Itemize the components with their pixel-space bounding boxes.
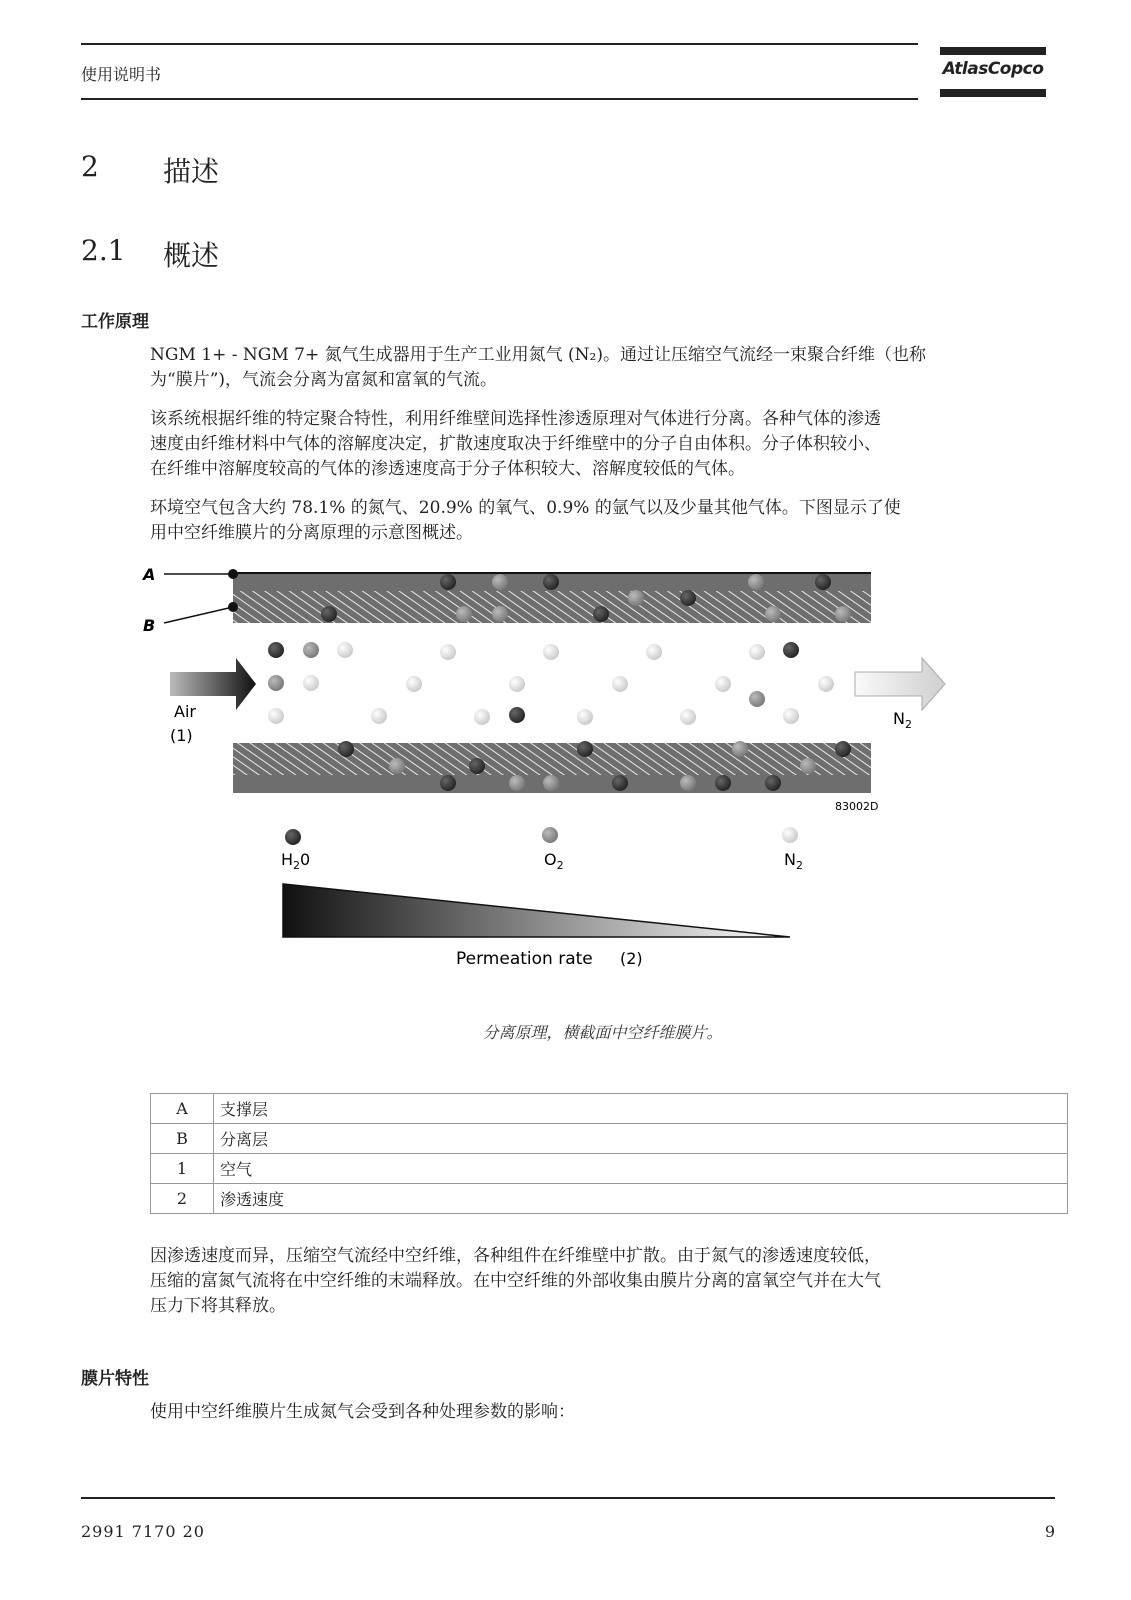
molecule-o2 (732, 741, 748, 757)
molecule-h2o (765, 775, 781, 791)
molecule-o2 (628, 590, 644, 606)
molecule-n2 (509, 676, 525, 692)
molecule-o2 (456, 606, 472, 622)
table-value: 分离层 (214, 1124, 1068, 1154)
molecule-n2 (680, 709, 696, 725)
paragraph-3-line-2: 用中空纤维膜片的分离原理的示意图概述。 (150, 523, 473, 543)
legend-h2o-label: $H_20$ (281, 850, 311, 872)
legend-n2-dot (782, 827, 798, 843)
molecule-h2o (440, 574, 456, 590)
molecule-n2 (337, 642, 353, 658)
molecule-h2o (543, 574, 559, 590)
molecule-h2o (593, 606, 609, 622)
table-key: 2 (151, 1184, 214, 1214)
work-principle-heading: 工作原理 (81, 312, 149, 332)
molecule-o2 (543, 775, 559, 791)
molecule-n2 (612, 676, 628, 692)
label-b: B (143, 616, 156, 635)
molecule-h2o (680, 590, 696, 606)
table-key: 1 (151, 1154, 214, 1184)
header-top-rule (81, 43, 918, 45)
page-number: 9 (1044, 1522, 1055, 1541)
paragraph-4-line-1: 因渗透速度而异，压缩空气流经中空纤维，各种组件在纤维壁中扩散。由于氮气的渗透速度较低， (150, 1246, 881, 1266)
doc-number: 2991 7170 20 (81, 1522, 205, 1541)
atlas-copco-logo (940, 47, 1046, 103)
molecule-o2 (389, 758, 405, 774)
table-key: A (151, 1094, 214, 1124)
molecule-o2 (492, 606, 508, 622)
paragraph-2-line-2: 速度由纤维材料中气体的溶解度决定，扩散速度取决于纤维壁中的分子自由体积。分子体积较小、 (150, 434, 881, 454)
header-bottom-rule (81, 98, 918, 100)
molecule-h2o (321, 606, 337, 622)
paragraph-2-line-1: 该系统根据纤维的特定聚合特性，利用纤维壁间选择性渗透原理对气体进行分离。各种气体的渗透 (150, 409, 881, 429)
footer-rule (81, 1497, 1055, 1499)
n2-out-label: $N_2$ (893, 709, 912, 731)
molecule-h2o (715, 775, 731, 791)
legend-h2o-dot (285, 829, 301, 845)
table-row (151, 1094, 1068, 1124)
n2-arrow (855, 658, 945, 710)
header-title: 使用说明书 (81, 65, 162, 84)
paragraph-4-line-3: 压力下将其释放。 (150, 1296, 286, 1316)
molecule-o2 (765, 606, 781, 622)
molecule-o2 (303, 642, 319, 658)
permeation-label: Permeation rate (456, 949, 593, 969)
molecule-h2o (440, 775, 456, 791)
paragraph-5-line-1: 使用中空纤维膜片生成氮气会受到各种处理参数的影响： (150, 1402, 575, 1422)
molecule-o2 (748, 574, 764, 590)
logo-text: AtlasCopco (942, 59, 1044, 79)
figure-caption: 分离原理，横截面中空纤维膜片。 (482, 1023, 723, 1042)
air-label: Air (174, 702, 196, 721)
molecule-n2 (440, 644, 456, 660)
molecule-n2 (646, 644, 662, 660)
paragraph-1 (150, 343, 1055, 393)
table-row (151, 1124, 1068, 1154)
table-row (151, 1154, 1068, 1184)
section-heading (81, 150, 381, 186)
molecule-n2 (406, 676, 422, 692)
legend-table (150, 1093, 1068, 1214)
molecule-h2o (469, 758, 485, 774)
molecule-o2 (268, 675, 284, 691)
section-number: 2 (81, 150, 99, 183)
subsection-number: 2.1 (81, 234, 126, 267)
figure-id: 83002D (835, 800, 879, 813)
paragraph-1-line-1: NGM 1+ - NGM 7+ 氮气生成器用于生产工业用氮气 (N₂)。通过让压缩空气流经一束聚合纤维（也称 (150, 345, 926, 365)
paragraph-4-line-2: 压缩的富氮气流将在中空纤维的末端释放。在中空纤维的外部收集由膜片分离的富氧空气并在大气 (150, 1271, 881, 1291)
paragraph-4 (150, 1244, 1055, 1319)
molecule-n2 (543, 644, 559, 660)
molecule-n2 (474, 709, 490, 725)
molecule-h2o (338, 741, 354, 757)
molecule-n2 (783, 708, 799, 724)
membrane-heading: 膜片特性 (81, 1369, 149, 1389)
molecule-n2 (371, 708, 387, 724)
table-row (151, 1184, 1068, 1214)
molecule-o2 (835, 606, 851, 622)
table-value: 空气 (214, 1154, 1068, 1184)
molecule-n2 (492, 574, 508, 590)
molecule-h2o (268, 642, 284, 658)
table-value: 渗透速度 (214, 1184, 1068, 1214)
molecule-o2 (509, 775, 525, 791)
molecule-n2 (749, 644, 765, 660)
section-title: 描述 (163, 155, 220, 188)
permeation-wedge (283, 884, 790, 937)
molecule-n2 (715, 676, 731, 692)
subsection-title: 概述 (163, 239, 220, 272)
molecule-o2 (680, 775, 696, 791)
air-number: (1) (170, 726, 193, 745)
molecule-h2o (815, 574, 831, 590)
molecule-o2 (749, 691, 765, 707)
subsection-heading (81, 234, 381, 270)
molecule-n2 (577, 709, 593, 725)
molecule-n2 (268, 708, 284, 724)
molecule-n2 (303, 675, 319, 691)
permeation-number: (2) (620, 949, 643, 968)
separation-layer-bottom (233, 743, 871, 775)
molecule-h2o (612, 775, 628, 791)
molecule-n2 (818, 676, 834, 692)
molecule-h2o (783, 642, 799, 658)
table-value: 支撑层 (214, 1094, 1068, 1124)
table-key: B (151, 1124, 214, 1154)
label-a: A (143, 565, 156, 584)
paragraph-3-line-1: 环境空气包含大约 78.1% 的氮气、20.9% 的氧气、0.9% 的氩气以及少量其他气体。下图显示了使 (150, 498, 901, 518)
paragraph-2 (150, 407, 1055, 482)
legend-o2-label: $O_2$ (544, 850, 564, 872)
legend-n2-label: $N_2$ (784, 850, 803, 872)
membrane-figure (0, 560, 1131, 990)
molecule-h2o (577, 741, 593, 757)
paragraph-5 (150, 1400, 1055, 1425)
paragraph-3 (150, 496, 1055, 546)
legend-o2-dot (542, 827, 558, 843)
molecule-o2 (800, 758, 816, 774)
molecule-h2o (835, 741, 851, 757)
molecule-h2o (509, 707, 525, 723)
paragraph-2-line-3: 在纤维中溶解度较高的气体的渗透速度高于分子体积较大、溶解度较低的气体。 (150, 459, 745, 479)
paragraph-1-line-2: 为“膜片”)，气流会分离为富氮和富氧的气流。 (150, 370, 498, 390)
